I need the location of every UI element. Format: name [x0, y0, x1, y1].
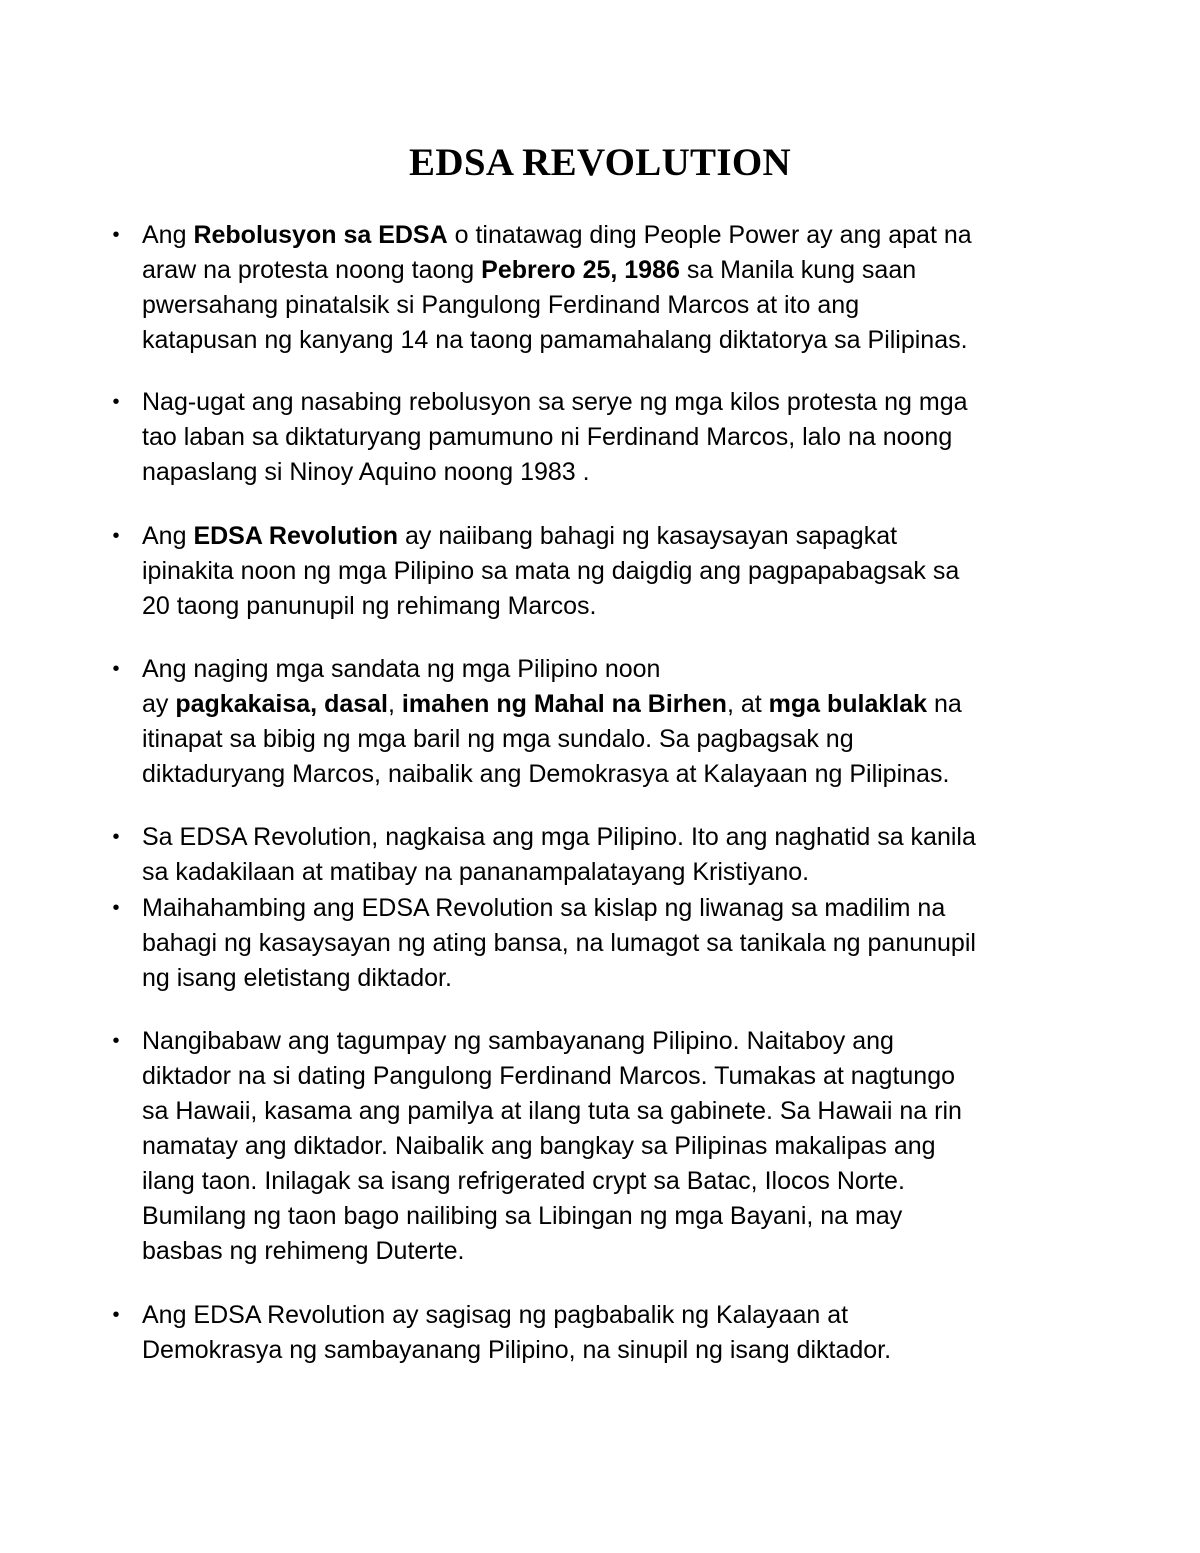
text-segment: Bumilang ng taon bago nailibing sa Libingan ng mga Bayani, na may — [142, 1202, 903, 1230]
text-line — [142, 652, 1072, 687]
text-line — [142, 554, 1072, 589]
text-line — [142, 420, 1072, 455]
text-line — [142, 323, 1072, 358]
text-segment: diktaduryang Marcos, naibalik ang Demokrasya at Kalayaan ng Pilipinas. — [142, 760, 950, 788]
text-segment: Ang — [142, 522, 194, 550]
text-line — [142, 1129, 1072, 1164]
bold-text: imahen ng Mahal na Birhen — [401, 690, 727, 718]
bullet-text — [142, 820, 1072, 890]
text-segment: Ang — [142, 221, 194, 249]
text-line — [142, 455, 1072, 490]
text-segment: katapusan ng kanyang 14 na taong pamamahalang diktatorya sa Pilipinas. — [142, 326, 968, 354]
text-segment: ipinakita noon ng mga Pilipino sa mata ng daigdig ang pagpapabagsak sa — [142, 557, 960, 585]
text-segment: na — [927, 690, 962, 718]
bullet-item — [112, 652, 1072, 792]
text-line — [142, 218, 1072, 253]
text-line — [142, 722, 1072, 757]
text-segment: Ang naging mga sandata ng mga Pilipino noon — [142, 655, 661, 683]
bold-text: Pebrero 25, 1986 — [481, 256, 680, 284]
text-segment: basbas ng rehimeng Duterte. — [142, 1237, 465, 1265]
text-line — [142, 519, 1072, 554]
text-line — [142, 1333, 1072, 1368]
text-line — [142, 385, 1072, 420]
bold-text: mga bulaklak — [768, 690, 928, 718]
text-line — [142, 961, 1072, 996]
text-segment: ilang taon. Inilagak sa isang refrigerated crypt sa Batac, Ilocos Norte. — [142, 1167, 905, 1195]
text-segment: Maihahambing ang EDSA Revolution sa kislap ng liwanag sa madilim na — [142, 894, 946, 922]
bullet-text — [142, 218, 1072, 358]
bullet-item — [112, 385, 1072, 490]
text-segment: ay naiibang bahagi ng kasaysayan sapagkat — [398, 522, 898, 550]
text-segment: Nangibabaw ang tagumpay ng sambayanang Pilipino. Naitaboy ang — [142, 1027, 894, 1055]
text-segment: pwersahang pinatalsik si Pangulong Ferdinand Marcos at ito ang — [142, 291, 860, 319]
text-segment: napaslang si Ninoy Aquino noong 1983 . — [142, 458, 590, 486]
text-segment: Demokrasya ng sambayanang Pilipino, na sinupil ng isang diktador. — [142, 1336, 892, 1364]
text-segment: bahagi ng kasaysayan ng ating bansa, na lumagot sa tanikala ng panunupil — [142, 929, 976, 957]
text-segment: Nag-ugat ang nasabing rebolusyon sa serye ng mga kilos protesta ng mga — [142, 388, 968, 416]
text-line — [142, 1024, 1072, 1059]
text-segment: itinapat sa bibig ng mga baril ng mga sundalo. Sa pagbagsak ng — [142, 725, 854, 753]
bullet-point-icon: • — [112, 658, 120, 680]
bullet-item — [112, 218, 1072, 358]
text-segment: ay — [142, 690, 176, 718]
text-segment: diktador na si dating Pangulong Ferdinand Marcos. Tumakas at nagtungo — [142, 1062, 956, 1090]
text-line — [142, 757, 1072, 792]
text-segment: Ang EDSA Revolution ay sagisag ng pagbabalik ng Kalayaan at — [142, 1301, 849, 1329]
text-line — [142, 1164, 1072, 1199]
text-line — [142, 1234, 1072, 1269]
text-line — [142, 1094, 1072, 1129]
text-line — [142, 855, 1072, 890]
text-segment: Sa EDSA Revolution, nagkaisa ang mga Pilipino. Ito ang naghatid sa kanila — [142, 823, 976, 851]
bullet-text — [142, 891, 1072, 996]
bullet-text — [142, 519, 1072, 624]
bullet-point-icon: • — [112, 897, 120, 919]
text-segment: namatay ang diktador. Naibalik ang bangkay sa Pilipinas makalipas ang — [142, 1132, 936, 1160]
text-line — [142, 687, 1072, 722]
bullet-text — [142, 385, 1072, 490]
text-segment: 20 taong panunupil ng rehimang Marcos. — [142, 592, 597, 620]
bullet-point-icon: • — [112, 826, 120, 848]
bullet-item — [112, 891, 1072, 996]
text-line — [142, 1059, 1072, 1094]
bullet-item — [112, 1298, 1072, 1368]
text-segment: , — [388, 690, 402, 718]
bullet-text — [142, 652, 1072, 792]
bold-text: pagkakaisa, dasal — [175, 690, 388, 718]
text-line — [142, 589, 1072, 624]
text-line — [142, 820, 1072, 855]
text-segment: tao laban sa diktaturyang pamumuno ni Ferdinand Marcos, lalo na noong — [142, 423, 953, 451]
bullet-item — [112, 1024, 1072, 1269]
text-segment: ng isang eletistang diktador. — [142, 964, 452, 992]
bullet-text — [142, 1298, 1072, 1368]
text-line — [142, 891, 1072, 926]
bullet-point-icon: • — [112, 1304, 120, 1326]
bullet-point-icon: • — [112, 224, 120, 246]
text-segment: o tinatawag ding People Power ay ang apat na — [447, 221, 972, 249]
text-line — [142, 288, 1072, 323]
bullet-item — [112, 820, 1072, 890]
text-line — [142, 253, 1072, 288]
bold-text: EDSA Revolution — [193, 522, 399, 550]
text-line — [142, 926, 1072, 961]
text-segment: sa Manila kung saan — [679, 256, 917, 284]
text-segment: sa kadakilaan at matibay na pananampalatayang Kristiyano. — [142, 858, 810, 886]
text-line — [142, 1199, 1072, 1234]
text-segment: sa Hawaii, kasama ang pamilya at ilang tuta sa gabinete. Sa Hawaii na rin — [142, 1097, 962, 1125]
text-line — [142, 1298, 1072, 1333]
document-title: EDSA REVOLUTION — [409, 141, 791, 184]
bullet-item — [112, 519, 1072, 624]
bullet-point-icon: • — [112, 391, 120, 413]
bullet-point-icon: • — [112, 1030, 120, 1052]
bullet-point-icon: • — [112, 525, 120, 547]
bold-text: Rebolusyon sa EDSA — [193, 221, 448, 249]
text-segment: araw na protesta noong taong — [142, 256, 482, 284]
bullet-text — [142, 1024, 1072, 1269]
text-segment: , at — [726, 690, 769, 718]
